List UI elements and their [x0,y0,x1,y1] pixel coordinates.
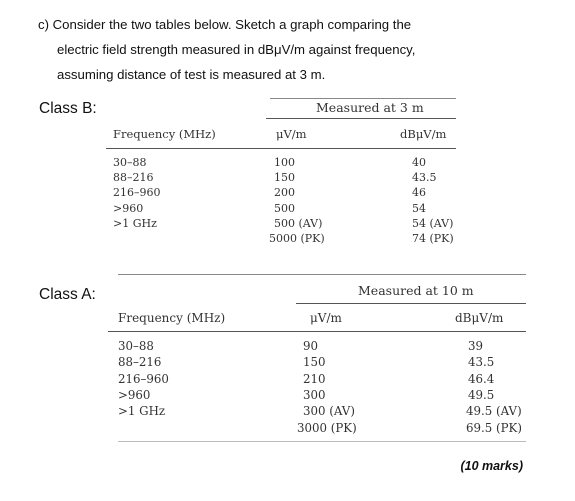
class-a-bottom-rule [118,441,526,442]
table-cell: >1 GHz [113,216,157,230]
table-cell: 500 (AV) [274,216,323,230]
table-cell: 100 [274,156,295,169]
table-cell: 40 [412,156,426,169]
marks-label: (10 marks) [460,459,523,473]
table-cell: 300 (AV) [303,404,355,419]
table-cell: 39 [468,339,484,353]
table-cell: 90 [303,339,319,353]
table-cell: 88–216 [113,171,154,185]
class-a-header-dbuvm: dBμV/m [455,311,504,325]
class-a-label: Class A: [39,286,96,303]
class-a-header-uvm: μV/m [310,311,342,325]
table-cell: 150 [274,171,295,185]
class-a-group-header: Measured at 10 m [358,283,474,298]
table-cell: 46 [412,186,426,200]
table-cell: 46.4 [468,371,495,386]
table-cell: 5000 (PK) [269,232,325,245]
class-a-dbuvm-column [468,338,494,403]
table-cell: 3000 (PK) [297,420,357,435]
table-cell: 69.5 (PK) [466,420,522,435]
class-a-frequency-column [118,338,169,419]
class-b-group-header: Measured at 3 m [316,100,424,115]
class-a-header-rule [108,331,526,332]
class-a-group-rule [296,303,526,304]
table-cell: 216–960 [113,186,161,200]
table-cell: 74 (PK) [412,232,454,246]
table-cell: 43.5 [468,355,495,370]
table-cell: 150 [303,355,326,370]
table-cell: 30–88 [113,156,147,169]
table-cell: 200 [274,186,295,200]
table-cell: 88–216 [118,355,162,370]
class-b-header-uvm: μV/m [276,127,307,141]
table-cell: 300 [303,387,326,402]
class-b-header-dbuvm: dBμV/m [400,127,447,141]
table-cell: >960 [118,387,151,402]
table-cell: >960 [113,201,144,215]
table-cell: 54 (AV) [412,216,454,230]
question-line: assuming distance of test is measured at 3 m. [57,67,326,82]
table-cell: 30–88 [118,339,154,353]
class-a-header-frequency: Frequency (MHz) [118,311,226,325]
class-b-label: Class B: [39,100,97,117]
question-line: c) Consider the two tables below. Sketch a graph comparing the [38,17,412,32]
table-cell: 54 [412,201,426,215]
table-cell: >1 GHz [118,404,166,419]
table-cell: 43.5 [412,171,437,185]
question-line: electric field strength measured in dBμV/m against frequency, [57,42,416,57]
table-cell: 210 [303,371,326,386]
class-b-header-frequency: Frequency (MHz) [113,127,216,141]
table-cell: 500 [274,201,295,215]
table-cell: 49.5 (AV) [466,404,522,418]
class-a-top-rule [118,274,526,275]
table-cell: 49.5 [468,387,495,402]
class-a-uvm-column [303,338,355,419]
table-cell: 216–960 [118,371,169,386]
